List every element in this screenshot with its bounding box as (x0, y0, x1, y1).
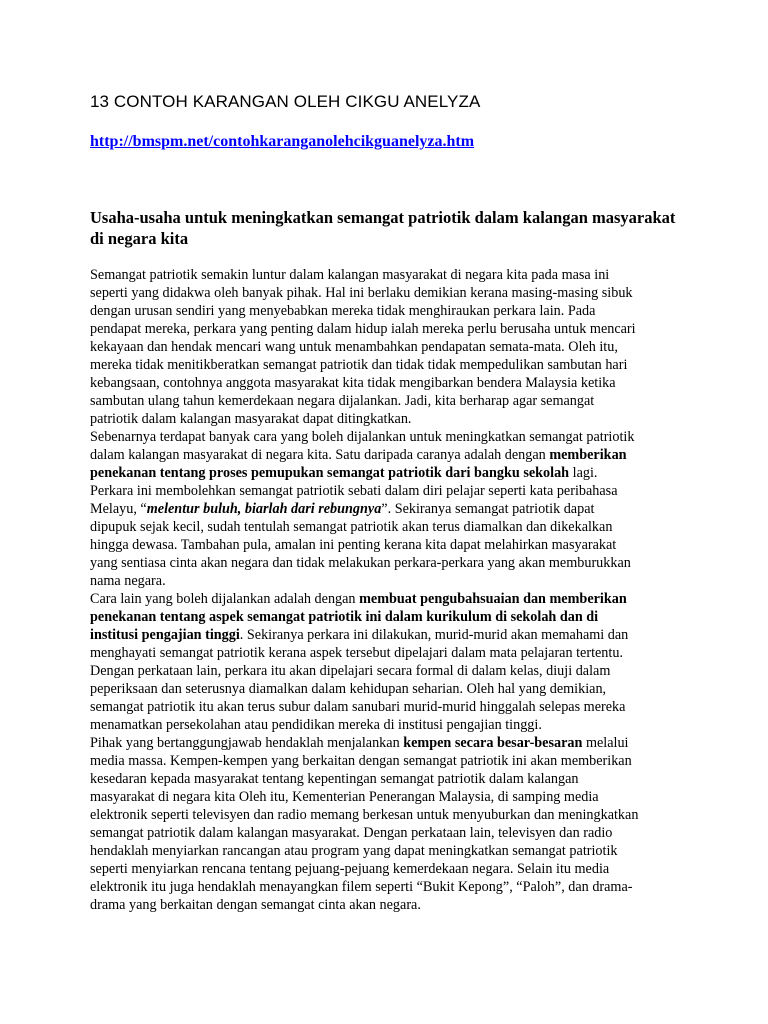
text-line (90, 482, 680, 500)
text-line (90, 662, 680, 680)
text-line (90, 302, 680, 320)
text-run: Perkara ini membolehkan semangat patriotik sebati dalam diri pelajar seperti kata peribahasa (90, 483, 618, 499)
text-line (90, 338, 680, 356)
text-line (90, 608, 680, 626)
text-run: drama yang berkaitan dengan semangat cinta akan negara. (90, 897, 421, 913)
text-run: hendaklah menyiarkan rancangan atau program yang dapat meningkatkan semangat patriotik (90, 843, 618, 859)
text-run: kesedaran kepada masyarakat tentang kepentingan semangat patriotik dalam kalangan (90, 771, 579, 787)
emphasis-text: kempen secara besar-besaran (403, 735, 583, 751)
text-line (90, 428, 680, 446)
text-line (90, 824, 680, 842)
text-run: masyarakat di negara kita Oleh itu, Kementerian Penerangan Malaysia, di samping media (90, 789, 599, 805)
text-line (90, 374, 680, 392)
essay-paragraph (90, 266, 680, 428)
text-line (90, 716, 680, 734)
text-line (90, 446, 680, 464)
text-run: Sebenarnya terdapat banyak cara yang boleh dijalankan untuk meningkatkan semangat patriotik (90, 429, 635, 445)
document-title: 13 CONTOH KARANGAN OLEH CIKGU ANELYZA (90, 92, 481, 111)
text-run: kebangsaan, contohnya anggota masyarakat kita tidak mengibarkan bendera Malaysia ketika (90, 375, 616, 391)
text-line (90, 518, 680, 536)
text-line (90, 410, 680, 428)
text-run: elektronik itu juga hendaklah menayangkan filem seperti “Bukit Kepong”, “Paloh”, dan drama- (90, 879, 633, 895)
text-line (90, 842, 680, 860)
text-line (90, 680, 680, 698)
text-line (90, 356, 680, 374)
essay-body (90, 266, 680, 914)
emphasis-text: penekanan tentang aspek semangat patriotik ini dalam kurikulum di sekolah dan di (90, 609, 599, 625)
text-run: mereka tidak menitikberatkan semangat patriotik dan tidak tidak mempedulikan sambutan hari (90, 357, 628, 373)
essay-paragraph (90, 734, 680, 914)
text-line (90, 554, 680, 572)
text-line (90, 320, 680, 338)
text-run: nama negara. (90, 573, 166, 589)
text-run: Pihak yang bertanggungjawab hendaklah menjalankan (90, 735, 404, 751)
text-run: ”. Sekiranya semangat patriotik dapat (381, 501, 595, 517)
text-run: . Sekiranya perkara ini dilakukan, murid-murid akan memahami dan (239, 627, 629, 643)
text-line (90, 788, 680, 806)
text-line (90, 896, 680, 914)
source-link[interactable]: http://bmspm.net/contohkaranganolehcikguanelyza.htm (90, 133, 475, 150)
text-line (90, 698, 680, 716)
text-line (90, 464, 680, 482)
text-run: yang sentiasa cinta akan negara dan tidak melakukan perkara-perkara yang akan memburukkan (90, 555, 631, 571)
text-run: kekayaan dan hendak mencari wang untuk menambahkan pendapatan semata-mata. Oleh itu, (90, 339, 618, 355)
text-run: dengan urusan sendiri yang menyebabkan mereka tidak menghiraukan perkara lain. Pada (90, 303, 596, 319)
text-line (90, 734, 680, 752)
text-run: patriotik dalam kalangan masyarakat dapat ditingkatkan. (90, 411, 412, 427)
emphasis-text: membuat pengubahsuaian dan memberikan (359, 591, 627, 607)
text-line (90, 536, 680, 554)
text-run: lagi. (569, 465, 598, 481)
text-line (90, 770, 680, 788)
text-run: pendapat mereka, perkara yang penting dalam hidup ialah mereka perlu berusaha untuk mencari (90, 321, 636, 337)
text-line (90, 860, 680, 878)
essay-paragraph (90, 428, 680, 590)
text-line (90, 572, 680, 590)
text-run: Melayu, “ (90, 501, 147, 517)
text-line (90, 284, 680, 302)
emphasis-text: penekanan tentang proses pemupukan semangat patriotik dari bangku sekolah (90, 465, 570, 481)
text-run: dalam kalangan masyarakat di negara kita. Satu daripada caranya adalah dengan (90, 447, 550, 463)
text-run: semangat patriotik dalam kalangan masyarakat. Dengan perkataan lain, televisyen dan radio (90, 825, 613, 841)
text-line (90, 878, 680, 896)
text-run: Dengan perkataan lain, perkara itu akan dipelajari secara formal di dalam kelas, diuji dalam (90, 663, 611, 679)
text-run: semangat patriotik itu akan terus subur dalam sanubari murid-murid hinggalah selepas mereka (90, 699, 626, 715)
text-run: media massa. Kempen-kempen yang berkaitan dengan semangat patriotik ini akan memberikan (90, 753, 632, 769)
text-run: menamatkan persekolahan atau pendidikan mereka di institusi pengajian tinggi. (90, 717, 542, 733)
essay-paragraph (90, 590, 680, 734)
text-line (90, 590, 680, 608)
text-run: menghayati semangat patriotik kerana aspek tersebut dipelajari dalam mata pelajaran tertentu. (90, 645, 623, 661)
text-run: Cara lain yang boleh dijalankan adalah dengan (90, 591, 360, 607)
text-line (90, 266, 680, 284)
text-line (90, 752, 680, 770)
emphasis-text: melentur buluh, biarlah dari rebungnya (146, 501, 382, 517)
emphasis-text: memberikan (549, 447, 627, 463)
text-run: seperti menyiarkan rencana tentang pejuang-pejuang kemerdekaan negara. Selain itu media (90, 861, 610, 877)
text-run: melalui (582, 735, 629, 751)
text-line (90, 392, 680, 410)
emphasis-text: institusi pengajian tinggi (90, 627, 240, 643)
text-run: hingga dewasa. Tambahan pula, amalan ini penting kerana kita dapat melahirkan masyarakat (90, 537, 617, 553)
text-line (90, 644, 680, 662)
text-run: dipupuk sejak kecil, sudah tentulah semangat patriotik akan terus diamalkan dan dikekalkan (90, 519, 613, 535)
text-line (90, 806, 680, 824)
text-run: seperti yang didakwa oleh banyak pihak. Hal ini berlaku demikian kerana masing-masing sibuk (90, 285, 633, 301)
text-line (90, 500, 680, 518)
text-run: elektronik seperti televisyen dan radio memang berkesan untuk menyuburkan dan meningkatkan (90, 807, 639, 823)
text-line (90, 626, 680, 644)
text-run: Semangat patriotik semakin luntur dalam kalangan masyarakat di negara kita pada masa ini (90, 267, 610, 283)
essay-title: Usaha-usaha untuk meningkatkan semangat patriotik dalam kalangan masyarakat di negara kita (90, 208, 676, 248)
text-run: peperiksaan dan seterusnya diamalkan dalam kehidupan seharian. Oleh hal yang demikian, (90, 681, 607, 697)
text-run: sambutan ulang tahun kemerdekaan negara dijalankan. Jadi, kita berharap agar semangat (90, 393, 595, 409)
